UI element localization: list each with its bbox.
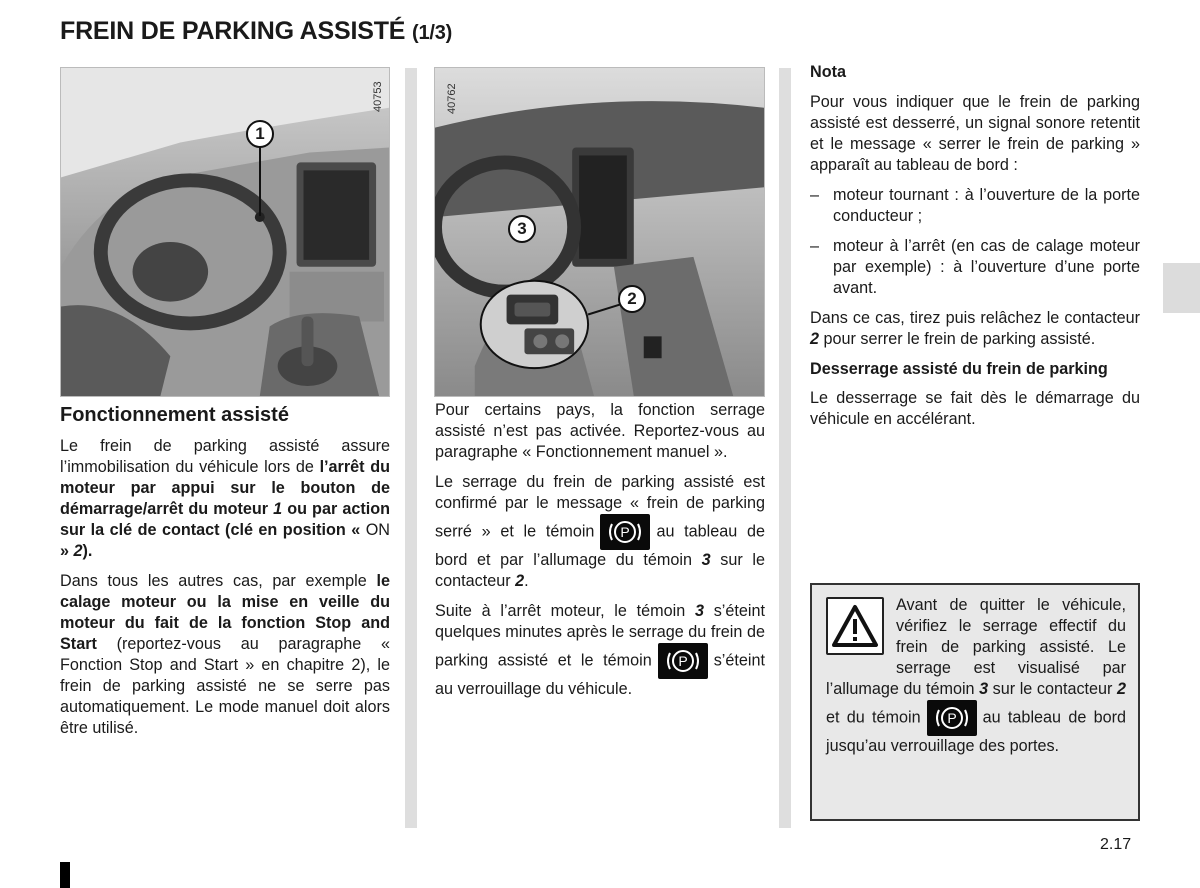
text: au tableau de bord jusqu’au verrouillage des portes. <box>826 708 1126 755</box>
list-item <box>810 236 1140 299</box>
svg-text:P: P <box>620 524 631 540</box>
paragraph-in-this-case <box>810 308 1140 350</box>
parking-brake-warning-lamp-icon <box>658 643 708 679</box>
text: ON <box>365 521 390 539</box>
title-main: FREIN DE PARKING ASSISTÉ <box>60 17 406 45</box>
page-number: 2.17 <box>1100 836 1132 853</box>
figure-number-left: 40753 <box>372 81 384 112</box>
text: pour serrer le frein de parking assisté. <box>819 330 1096 348</box>
column-divider-left <box>405 68 417 828</box>
list-item-text: moteur à l’arrêt (en cas de calage moteur par exemple) : à l’ouverture d’une porte avant. <box>833 237 1140 297</box>
column-left <box>60 400 390 748</box>
console-illustration <box>435 68 764 396</box>
callout-1: 1 <box>246 120 274 148</box>
paragraph-other-cases <box>60 571 390 739</box>
dashboard-illustration <box>61 68 389 396</box>
svg-text:P: P <box>946 710 957 726</box>
column-divider-right <box>779 68 791 828</box>
column-right <box>810 62 1140 439</box>
release-text: Le desserrage se fait dès le démarrage du véhicule en accélérant. <box>810 389 1140 428</box>
parking-brake-warning-lamp-icon <box>927 700 977 736</box>
ref-2: 2 <box>1116 680 1126 698</box>
release-heading: Desserrage assisté du frein de parking <box>810 360 1108 378</box>
paragraph-engine-stop <box>435 601 765 700</box>
text-bold: le calage moteur ou la mise en veille du moteur du fait de la fonction Stop and Start <box>60 572 390 653</box>
text: Dans tous les autres cas, par exemple <box>60 572 377 590</box>
callout-3: 3 <box>508 215 536 243</box>
text: Dans ce cas, tirez puis relâchez le contacteur <box>810 309 1140 327</box>
text: et du témoin <box>826 708 921 727</box>
text-bold: ). <box>82 542 93 560</box>
text: s’éteint quelques minutes après le serrage du frein de parking assisté et le témoin <box>435 602 765 670</box>
text: Suite à l’arrêt moteur, le témoin <box>435 602 695 620</box>
figure-number-right: 40762 <box>446 83 458 114</box>
text: (reportez-vous au paragraphe « Fonction Stop and Start » en chapitre 2), le frein de parking assisté ne se serre pas automatiquement. Le mode manuel doit alors être utilisé. <box>60 635 390 737</box>
text-bold: ou par action sur la clé de contact (clé en position « <box>60 500 390 539</box>
bullet-dash: – <box>810 237 820 255</box>
warning-box <box>810 583 1140 821</box>
paragraph-countries: Pour certains pays, la fonction serrage assisté n’est pas activée. Reportez-vous au paragraphe « Fonctionnement manuel ». <box>435 401 765 461</box>
ref-3: 3 <box>979 680 989 698</box>
page-edge-marker <box>60 862 70 888</box>
figure-dashboard-interior <box>60 67 390 397</box>
text: Avant de quitter le véhicule, vérifiez le serrage effectif du frein de parking assisté. Le serrage est visualisé par l’allumage du témoin <box>826 596 1126 698</box>
svg-text:P: P <box>678 653 688 669</box>
ref-3: 3 <box>701 551 711 569</box>
ref-3: 3 <box>694 602 704 620</box>
text-bold: » <box>60 542 74 560</box>
nota-heading: Nota <box>810 63 846 81</box>
text: sur le contacteur <box>435 551 765 590</box>
text-bold: l’arrêt du moteur par appui sur le bouton de démarrage/arrêt du moteur <box>60 458 390 518</box>
nota-text: Pour vous indiquer que le frein de parking assisté est desserré, un signal sonore retentit et le message « serrer le frein de parking » apparaît au tableau de bord : <box>810 93 1140 174</box>
list-item <box>810 185 1140 227</box>
paragraph-confirmation <box>435 472 765 592</box>
callout-1-leader <box>255 146 265 216</box>
ref-2: 2 <box>810 330 820 348</box>
text: sur le contacteur <box>988 680 1117 698</box>
title-part: (1/3) <box>412 22 453 44</box>
page-title <box>60 17 452 46</box>
text: s’éteint au verrouillage du véhicule. <box>435 651 765 698</box>
text: . <box>524 572 529 590</box>
ref-2: 2 <box>515 572 525 590</box>
figure-center-console <box>434 67 765 397</box>
column-middle <box>435 400 765 709</box>
list-item-text: moteur tournant : à l’ouverture de la porte conducteur ; <box>833 186 1140 225</box>
section-heading-assisted-operation: Fonctionnement assisté <box>60 404 289 426</box>
parking-brake-warning-lamp-icon <box>600 514 650 550</box>
text: Le frein de parking assisté assure l’immobilisation du véhicule lors de <box>60 437 390 476</box>
text: Le serrage du frein de parking assisté est confirmé par le message « frein de parking serré » et le témoin <box>435 473 765 541</box>
bullet-dash: – <box>810 186 820 204</box>
chapter-thumb-tab <box>1163 263 1200 313</box>
warning-triangle-icon <box>826 597 884 655</box>
ref-2: 2 <box>73 542 83 560</box>
text: au tableau de bord et par l’allumage du témoin <box>435 522 765 569</box>
ref-1: 1 <box>273 500 283 518</box>
paragraph-assisted-intro <box>60 436 390 562</box>
callout-2: 2 <box>618 285 646 313</box>
